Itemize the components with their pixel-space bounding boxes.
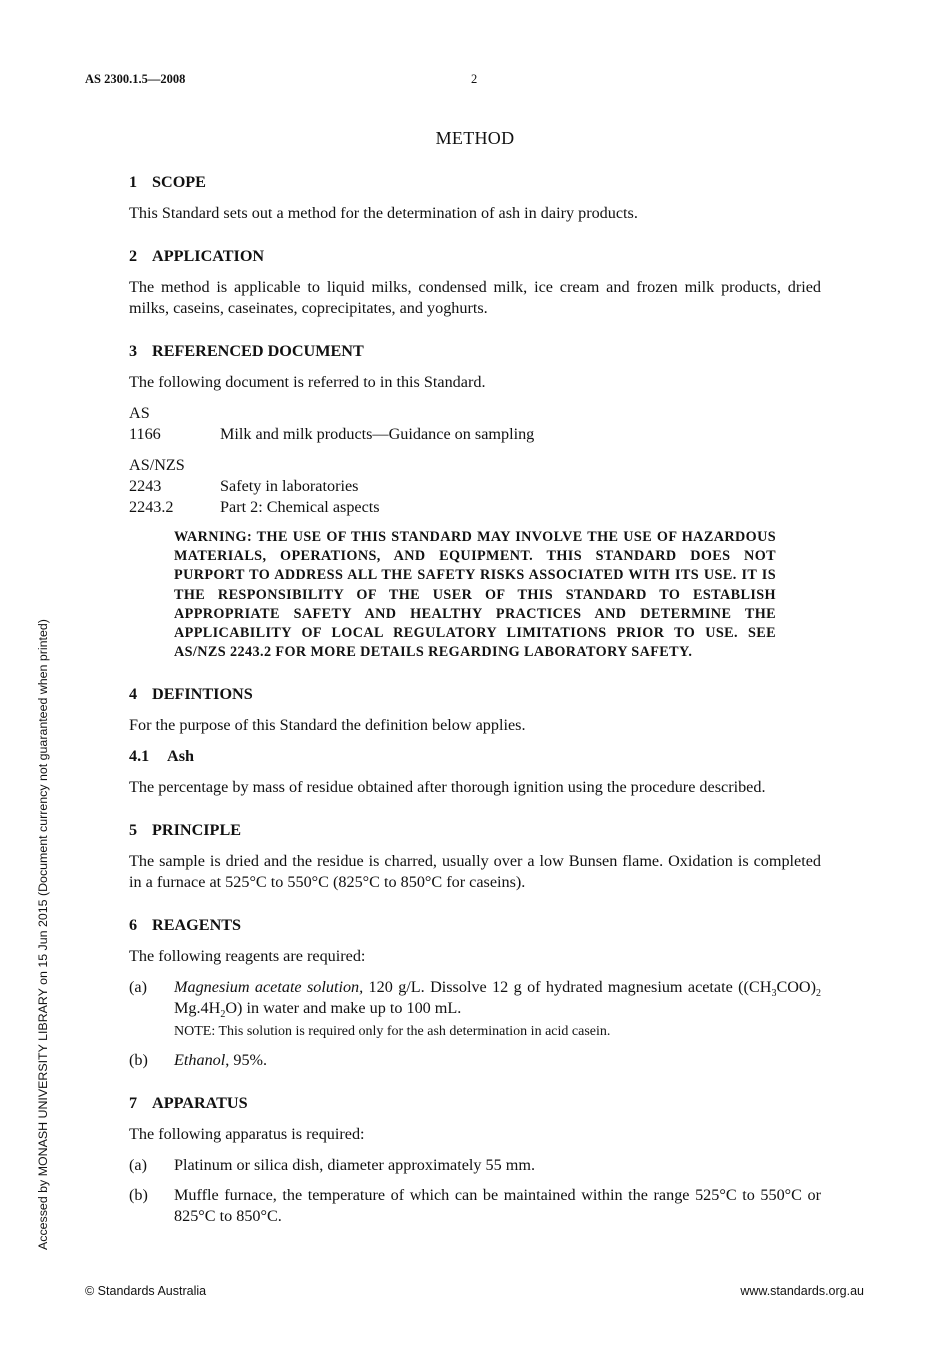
item-note: NOTE: This solution is required only for the ash determination in acid casein.: [174, 1024, 611, 1040]
section-referenced-document: [129, 341, 821, 662]
page-title: METHOD: [435, 128, 515, 148]
item-label: (a): [129, 1156, 147, 1175]
section-text: The method is applicable to liquid milks, condensed milk, ice cream and frozen milk products, dried milks, caseins, caseinates, coprecipitates, and yoghurts.: [129, 278, 821, 317]
list-item: [129, 1050, 821, 1071]
item-text: Magnesium acetate solution, 120 g/L. Dissolve 12 g of hydrated magnesium acetate ($(CH_3COO)_2$ $Mg.4H_2O$) in water and make up to 100 mL. NOTE: This solution is required only for the ash determination in acid casein.: [174, 978, 822, 1040]
section-heading: 2 APPLICATION: [129, 247, 265, 265]
item-label: (a): [129, 978, 147, 997]
item-text: Platinum or silica dish, diameter approximately 55 mm.: [174, 1156, 536, 1175]
document-body: [129, 172, 821, 1249]
section-heading: 4 DEFINTIONS: [129, 685, 253, 704]
reference-standard-body: AS/NZS: [129, 456, 185, 474]
section-application: [129, 246, 821, 319]
section-text: This Standard sets out a method for the determination of ash in dairy products.: [129, 204, 638, 222]
section-heading: 1 SCOPE: [129, 173, 206, 191]
section-intro: For the purpose of this Standard the definition below applies.: [129, 716, 526, 735]
section-heading: 6 REAGENTS: [129, 916, 242, 935]
safety-warning: WARNING: THE USE OF THIS STANDARD MAY INVOLVE THE USE OF HAZARDOUS MATERIALS, OPERATIONS, AND EQUIPMENT. THIS STANDARD DOES NOT PURPORT TO ADDRESS ALL THE SAFETY RISKS ASSOCIATED WITH ITS USE. IT IS THE RESPONSIBILITY OF THE USER OF THIS STANDARD TO ESTABLISH APPROPRIATE SAFETY AND HEALTHY PRACTICES AND DETERMINE THE APPLICABILITY OF LOCAL REGULATORY LIMITATIONS PRIOR TO USE. SEE AS/NZS 2243.2 FOR MORE DETAILS REGARDING LABORATORY SAFETY.: [174, 529, 776, 661]
item-label: (b): [129, 1051, 148, 1070]
section-text: The sample is dried and the residue is charred, usually over a low Bunsen flame. Oxidation is completed in a furnace at 525°C to 550°C (825°C to 850°C for caseins).: [129, 852, 821, 892]
list-item: [129, 1185, 821, 1227]
footer-url: www.standards.org.au: [740, 1284, 864, 1298]
definition-text: The percentage by mass of residue obtained after thorough ignition using the procedure described.: [129, 778, 766, 797]
section-heading: 3 REFERENCED DOCUMENT: [129, 342, 364, 360]
section-principle: [129, 820, 821, 893]
reference-row: 2243 Safety in laboratories: [129, 477, 359, 495]
section-intro: The following apparatus is required:: [129, 1125, 365, 1144]
access-watermark: Accessed by MONASH UNIVERSITY LIBRARY on 15 Jun 2015 (Document currency not guaranteed when printed): [36, 619, 50, 1250]
section-scope: [129, 172, 821, 224]
section-definitions: [129, 684, 821, 798]
reference-row: 2243.2 Part 2: Chemical aspects: [129, 498, 380, 516]
section-reagents: [129, 915, 821, 1071]
reference-group-asnzs: [129, 455, 821, 518]
section-heading: 7 APPARATUS: [129, 1094, 248, 1113]
item-text: Muffle furnace, the temperature of which can be maintained within the range 525°C to 550°C or 825°C to 850°C.: [174, 1186, 821, 1226]
section-intro: The following reagents are required:: [129, 947, 366, 966]
footer-copyright: © Standards Australia: [85, 1284, 207, 1298]
section-intro: The following document is referred to in this Standard.: [129, 373, 486, 391]
section-heading: 5 PRINCIPLE: [129, 821, 242, 840]
section-apparatus: [129, 1093, 821, 1227]
reference-row: 1166 Milk and milk products—Guidance on sampling: [129, 425, 535, 443]
list-item: [129, 977, 821, 1041]
subsection-heading: 4.1 Ash: [129, 747, 194, 766]
item-text: Ethanol, 95%.: [174, 1051, 268, 1070]
header-standard-number: AS 2300.1.5—2008: [85, 72, 186, 86]
list-item: [129, 1155, 821, 1176]
reference-group-as: [129, 403, 821, 445]
reference-standard-body: AS: [129, 404, 150, 422]
page-number: 2: [471, 72, 478, 86]
item-label: (b): [129, 1186, 148, 1205]
